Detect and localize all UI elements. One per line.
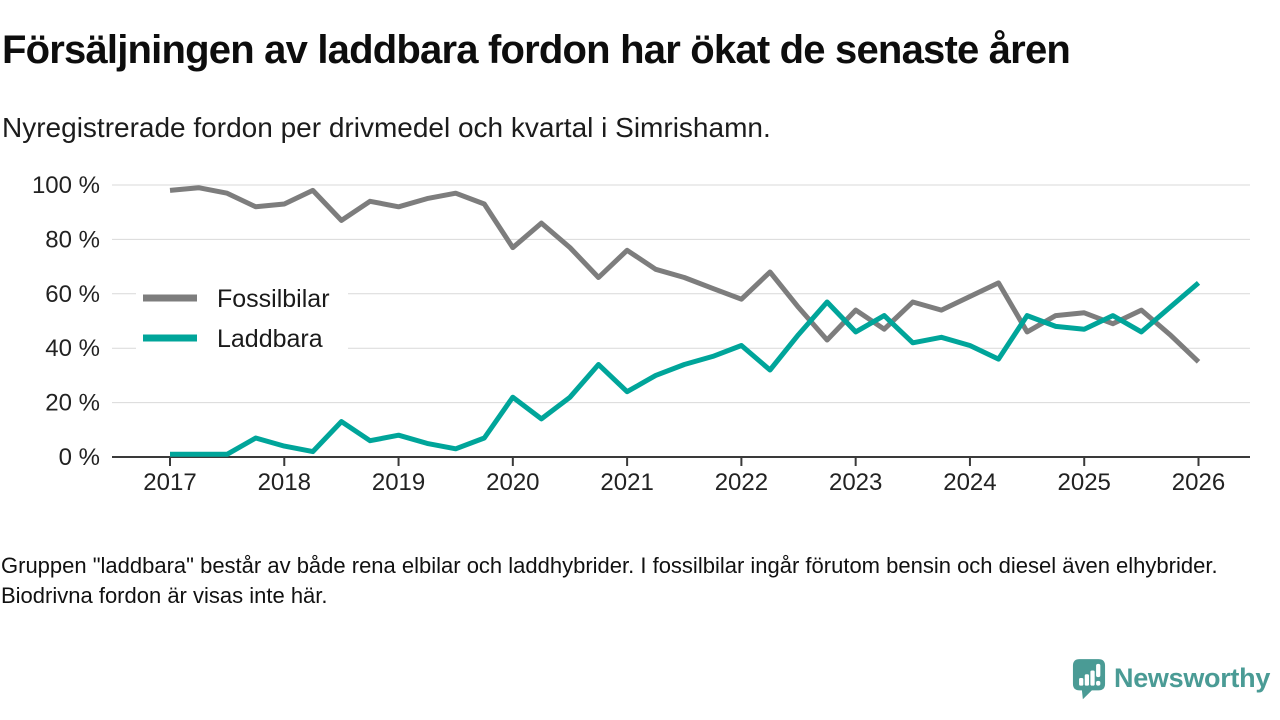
y-tick-label: 40 % bbox=[45, 335, 100, 363]
x-axis-ticks bbox=[170, 457, 1199, 466]
x-tick-label: 2020 bbox=[486, 469, 540, 496]
x-tick-label: 2026 bbox=[1171, 469, 1226, 496]
y-tick-label: 100 % bbox=[31, 172, 100, 199]
logo-text: Newsworthy bbox=[1114, 663, 1271, 693]
x-tick-label: 2023 bbox=[828, 469, 883, 496]
bar-medium-icon bbox=[1085, 674, 1089, 685]
bar-small-icon bbox=[1079, 678, 1083, 686]
x-tick-label: 2021 bbox=[600, 469, 654, 496]
y-axis-labels bbox=[32, 172, 100, 471]
x-tick-label: 2022 bbox=[714, 469, 769, 496]
bar-tall-icon bbox=[1090, 671, 1094, 686]
chart-subtitle: Nyregistrerade fordon per drivmedel och kvartal i Simrishamn. bbox=[2, 112, 771, 143]
line-chart bbox=[0, 165, 1280, 520]
footnote: Gruppen "laddbara" består av både rena elbilar och laddhybrider. I fossilbilar ingår förutom bensin och diesel även elhybrider. Biodrivna fordon är visas inte här. bbox=[1, 553, 1218, 608]
chart-title: Försäljningen av laddbara fordon har ökat de senaste åren bbox=[2, 28, 1071, 72]
exclamation-stem-icon bbox=[1096, 664, 1100, 677]
y-tick-label: 0 % bbox=[58, 444, 100, 471]
x-tick-label: 2019 bbox=[371, 469, 426, 496]
exclamation-dot-icon bbox=[1096, 681, 1100, 686]
x-tick-label: 2025 bbox=[1057, 469, 1111, 496]
y-tick-label: 80 % bbox=[45, 226, 100, 254]
legend-label-laddbara: Laddbara bbox=[217, 325, 323, 353]
y-tick-label: 20 % bbox=[45, 389, 100, 417]
x-tick-label: 2017 bbox=[143, 469, 197, 496]
x-tick-label: 2018 bbox=[257, 469, 311, 496]
newsworthy-logo[interactable] bbox=[1072, 652, 1280, 704]
y-tick-label: 60 % bbox=[45, 280, 100, 308]
x-axis-labels bbox=[143, 469, 1225, 496]
legend-label-fossilbilar: Fossilbilar bbox=[217, 285, 330, 313]
x-tick-label: 2024 bbox=[943, 469, 997, 496]
newsworthy-bubble-chart-icon bbox=[1072, 657, 1106, 701]
